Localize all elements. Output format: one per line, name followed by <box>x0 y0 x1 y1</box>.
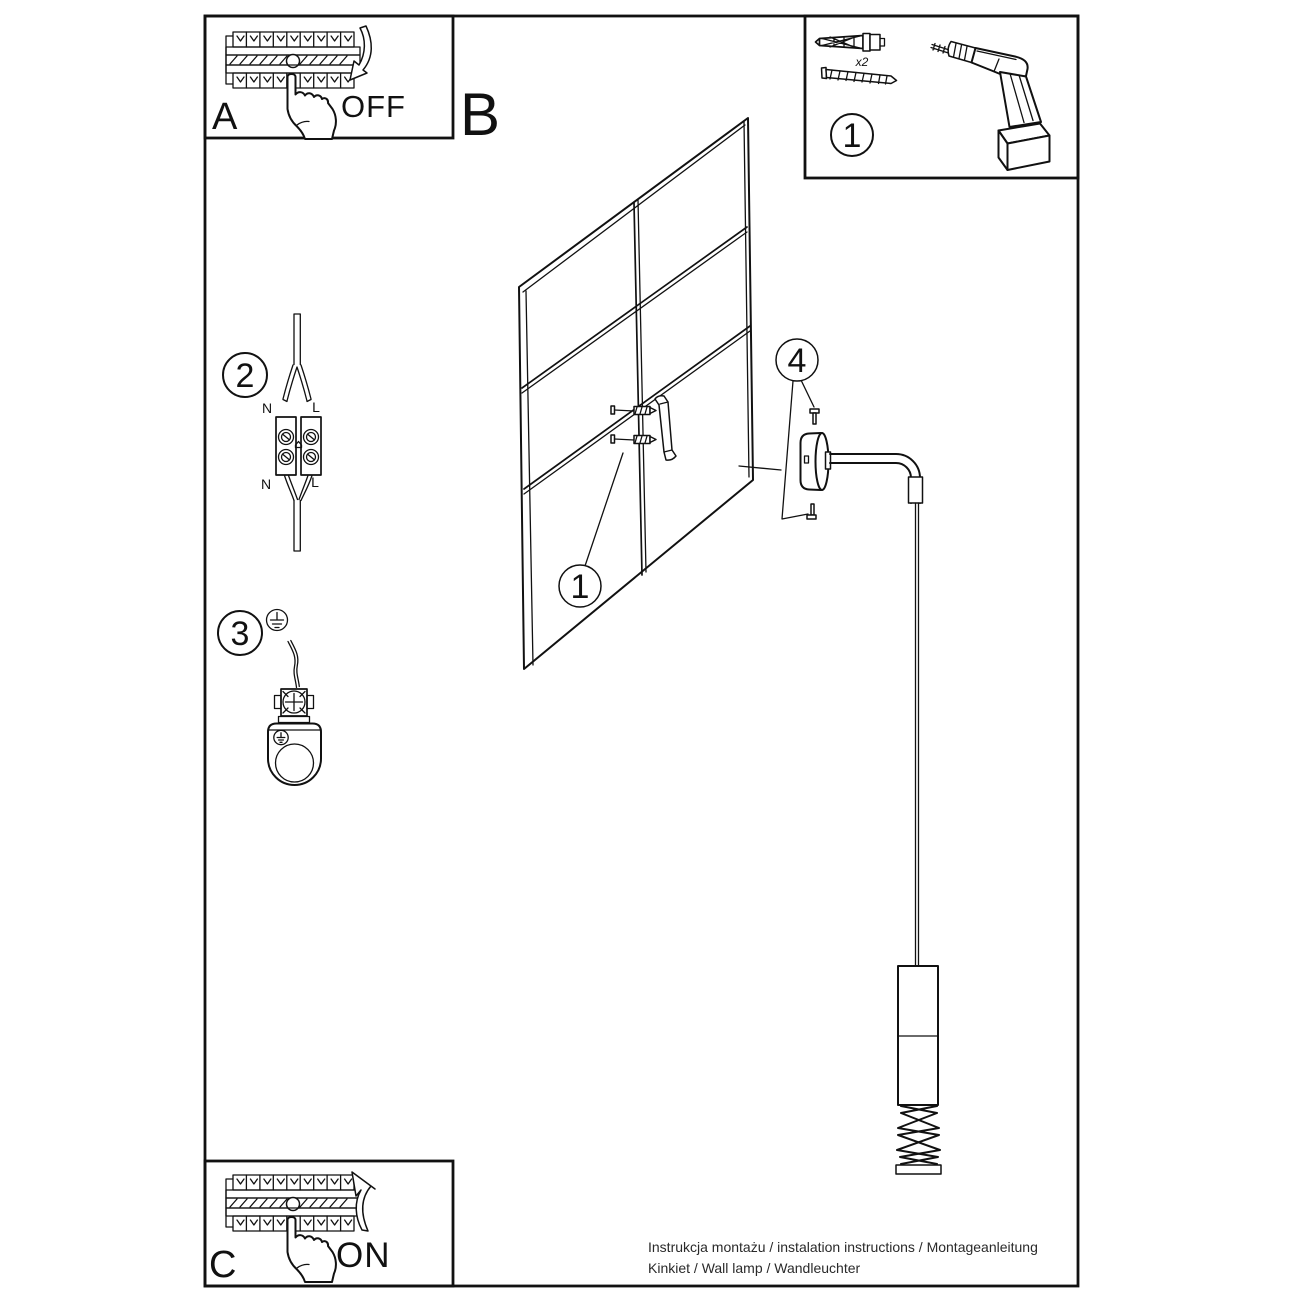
footer-line-2: Kinkiet / Wall lamp / Wandleuchter <box>648 1260 861 1276</box>
cable-top <box>294 314 300 365</box>
callout-1-number: 1 <box>570 568 590 606</box>
n-label-bottom: N <box>260 476 272 492</box>
tools-panel <box>816 34 1050 171</box>
arm-sleeve <box>909 477 923 503</box>
shade-ring <box>896 1165 941 1174</box>
mounting-plate <box>268 724 321 786</box>
wall-anchor-icon <box>816 34 885 52</box>
step-1-number: 1 <box>842 117 862 155</box>
merge-wires-bottom <box>285 476 313 501</box>
canopy-screw-bottom <box>807 504 816 519</box>
footer-line-1: Instrukcja montażu / instalation instructions / Montageanleitung <box>648 1239 1038 1255</box>
panel-a <box>212 26 406 139</box>
ground-terminal <box>275 689 314 723</box>
spring-detail <box>897 1106 940 1164</box>
cable-bottom <box>294 501 300 552</box>
panel-c <box>209 1172 391 1286</box>
anchor-quantity: x2 <box>855 55 869 69</box>
canopy-screw-top <box>810 409 819 424</box>
wall-lamp <box>801 433 942 1174</box>
arrow-up-icon <box>352 1172 375 1231</box>
wall-grid <box>519 118 753 669</box>
l-label-bottom: L <box>311 474 319 490</box>
l-label-top: L <box>312 399 320 415</box>
terminal-block <box>276 417 321 475</box>
grounding-step <box>218 610 321 786</box>
plate-hole <box>276 744 314 782</box>
lamp-cord <box>916 503 919 966</box>
panel-a-label: A <box>212 96 238 138</box>
ground-wire <box>288 641 299 688</box>
lamp-arm <box>830 454 920 503</box>
off-label: OFF <box>341 89 406 124</box>
on-label: ON <box>336 1236 391 1275</box>
n-label-top: N <box>261 400 273 416</box>
panel-c-label: C <box>209 1244 237 1286</box>
screw-icon <box>822 68 897 85</box>
ground-symbol-icon <box>267 610 288 631</box>
callout-4-number: 4 <box>787 342 807 380</box>
breaker-icon <box>226 32 360 139</box>
instruction-text <box>648 1239 1038 1276</box>
wiring-step <box>223 314 321 551</box>
split-wires-top <box>283 365 311 402</box>
drill-icon <box>931 42 1050 171</box>
callout-2-number: 2 <box>235 357 255 395</box>
callout-3-number: 3 <box>230 615 250 653</box>
panel-b-label: B <box>460 81 501 148</box>
